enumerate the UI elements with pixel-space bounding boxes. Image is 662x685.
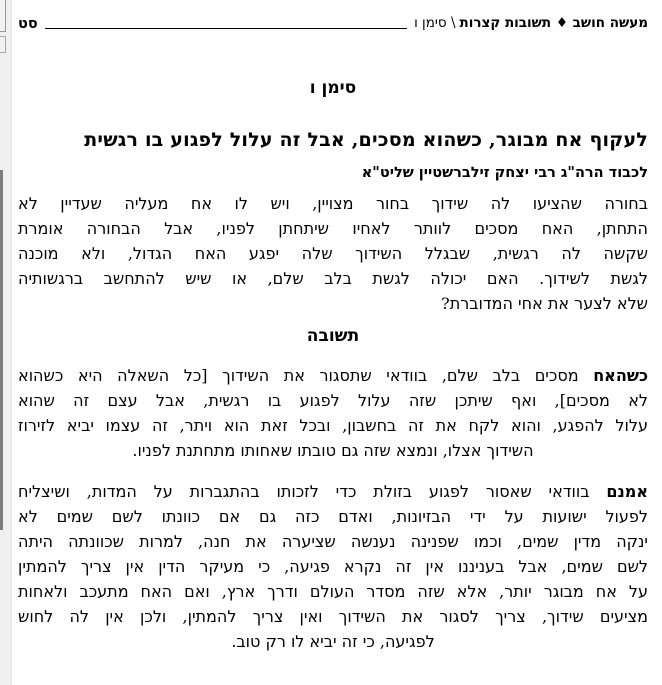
answer-line: מציעים שידוך, צריך לסגור את השידוך ואין צריך להמתין, ולכן אין לה לחוש xyxy=(18,607,648,626)
answer-line: לא מסכים], ואף שיתכן שזה עלול לפגוע בו רגשית, אבל עצם זה שהוא xyxy=(18,391,648,410)
answer-line: לשם שמים, אבל בעניננו אין זה נקרא פגיעה, כי מעיקר הדין אין צריך להמתין xyxy=(18,557,648,576)
answer-paragraph xyxy=(18,363,648,463)
answer-line: עלול להפגע, והוא לקח את זה בחשבון, ובכל זאת הוא ויתר, זה עצמו יביא לזירוז xyxy=(18,416,648,435)
answer-line: ינקה מדין שמים, וכמו שפנינה נענשה שציערה את חנה, למרות שכוונתה היתה xyxy=(18,532,648,551)
question-line: התחתן, האח מסכים לוותר לאחיו שיתחתן לפניו, אבל הבחורה אומרת xyxy=(18,219,648,238)
answer-line-last: לפגיעה, כי זה יביא לו רק טוב. xyxy=(231,632,435,651)
subject-heading: לעקוף אח מבוגר, כשהוא מסכים, אבל זה עלול לפגוע בו רגשית xyxy=(84,129,648,151)
question-line: בחורה שהציעו לה שידוך בחור מצויין, ויש לו אח מעליה שעדיין לא xyxy=(18,194,648,213)
vertical-scrollbar-thumb[interactable] xyxy=(0,170,3,530)
question-line-last: שלא לצער את אחי המדוברת? xyxy=(441,294,648,313)
running-title-siman: \ סימן ו xyxy=(414,15,456,31)
question-line: שקשה לה רגשית, שבגלל השידוך שלה יפגע האח הגדול, ולא מוכנה xyxy=(18,244,648,263)
answer-line-text: בוודאי שאסור לפגוע בזולת כדי לזכותו בהתגברות על המדות, ושיצליח xyxy=(18,482,590,501)
question-line: לגשת לשידוך. האם יכולה לגשת בלב שלם, או שיש להתחשב ברגשותיה xyxy=(18,269,648,288)
answer-line xyxy=(18,479,648,504)
answer-line: לפעול ישועות על ידי הבזיונות, ואדם כזה גם אם כוונתו לשם שמים לא xyxy=(18,507,648,526)
answer-line-text: מסכים בלב שלם, בוודאי שתסגור את השידוך [כל השאלה היא כשהוא xyxy=(18,366,579,385)
running-header xyxy=(18,15,648,32)
addressee-line: לכבוד הרה"ג רבי יצחק זילברשטיין שליט"א xyxy=(361,164,648,181)
document-page xyxy=(12,0,662,685)
answer-line-last: השידוך אצלו, ונמצא שזה גם טובתו שאחותו מתחתנת לפניו. xyxy=(132,441,534,460)
toolbar-button-partial-icon[interactable] xyxy=(0,0,6,32)
question-paragraph xyxy=(18,191,648,316)
toolbar-button-partial-icon[interactable] xyxy=(0,36,6,53)
header-rule xyxy=(45,28,407,29)
answer-heading: תשובה xyxy=(306,326,360,346)
answer-line: על אח מבוגר יותר, אלא שזה מסדר העולם ודרך ארץ, ואם האח מתעכב ולאחות xyxy=(18,582,648,601)
answer-paragraph xyxy=(18,479,648,654)
siman-title: סימן ו xyxy=(309,78,357,98)
page-number: סט xyxy=(18,15,38,32)
running-title: מעשה חושב ♦ תשובות קצרות xyxy=(459,15,648,31)
answer-line xyxy=(18,363,648,388)
lead-word: אמנם xyxy=(606,482,648,501)
lead-word: כשהאח xyxy=(593,366,649,385)
